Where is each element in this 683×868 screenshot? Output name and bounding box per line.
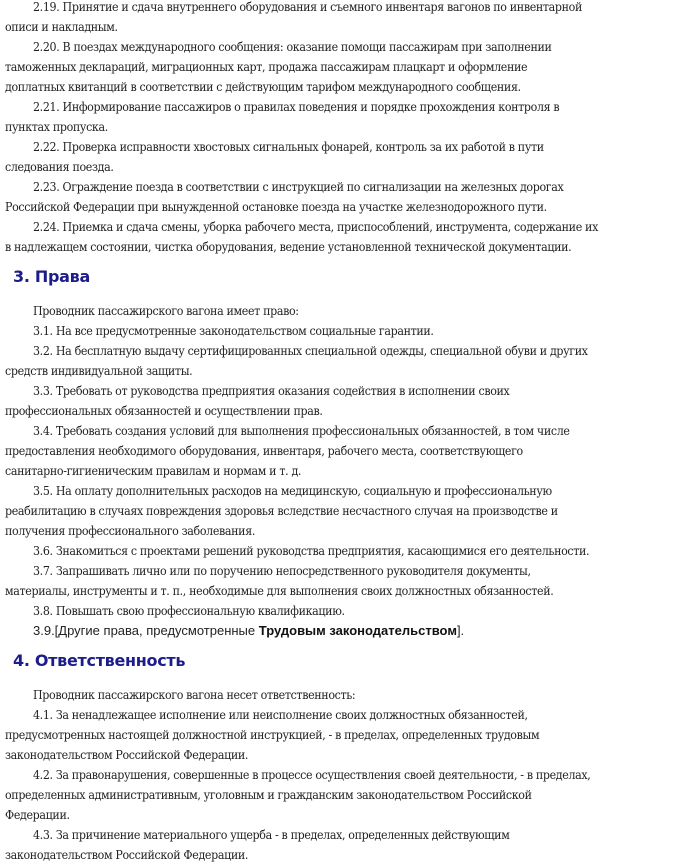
clause-3-8 [5,601,677,621]
clause-line: Федерации. [5,808,70,822]
section-heading-responsibility: 4. Ответственность [13,651,186,670]
section-3-intro [5,301,677,321]
clause-3-2 [5,341,677,381]
clause-3-1 [5,321,677,341]
labor-law-link-text: Трудовым законодательством [258,623,457,638]
clause-3-5 [5,481,677,541]
clause-3-3 [5,381,677,421]
clause-line: санитарно-гигиеническим правилам и нормам и т. д. [5,464,302,478]
clause-line: 3.4. Требовать создания условий для выполнения профессиональных обязанностей, в том числе [33,424,570,438]
clause-line: 3.1. На все предусмотренные законодательством социальные гарантии. [33,324,434,338]
clause-line: описи и накладным. [5,20,118,34]
clause-line: 4.1. За ненадлежащее исполнение или неисполнение своих должностных обязанностей, [33,708,528,722]
clause-line: законодательством Российской Федерации. [5,748,249,762]
clause-line: 2.22. Проверка исправности хвостовых сигнальных фонарей, контроль за их работой в пути [33,140,544,154]
clause-line: 4.3. За причинение материального ущерба - в пределах, определенных действующим [33,828,510,842]
clause-line: получения профессионального заболевания. [5,524,255,538]
clause-line: предусмотренных настоящей должностной инструкцией, - в пределах, определенных трудовым [5,728,540,742]
clause-line: 2.19. Принятие и сдача внутреннего оборудования и съемного инвентаря вагонов по инвентарной [33,0,583,14]
clause-line: Российской Федерации при вынужденной остановке поезда на участке железнодорожного пути. [5,200,547,214]
clause-line: в надлежащем состоянии, чистка оборудования, ведение установленной технической документации. [5,240,572,254]
intro-line: Проводник пассажирского вагона имеет право: [33,304,299,318]
clause-line: 3.2. На бесплатную выдачу сертифицированных специальной одежды, специальной обуви и других [33,344,588,358]
clause-4-2 [5,765,677,825]
clause-3-4 [5,421,677,481]
clause-line: 3.5. На оплату дополнительных расходов на медицинскую, социальную и профессиональную [33,484,552,498]
clause-line: материалы, инструменты и т. п., необходимые для выполнения своих должностных обязанностей. [5,584,554,598]
clause-line: 2.23. Ограждение поезда в соответствии с инструкцией по сигнализации на железных дорогах [33,180,564,194]
clause-4-3 [5,825,677,865]
clause-line: 2.20. В поездах международного сообщения: оказание помощи пассажирам при заполнении [33,40,552,54]
clause-3-9-prefix: 3.9.[Другие права, предусмотренные [33,623,259,638]
clause-line: 2.21. Информирование пассажиров о правилах поведения и порядке прохождения контроля в [33,100,560,114]
clause-2-22 [5,137,677,177]
clause-3-9 [5,621,677,641]
clause-3-9-suffix: ]. [456,623,465,638]
clause-line: доплатных квитанций в соответствии с действующим тарифом международного сообщения. [5,80,521,94]
clause-line: предоставления необходимого оборудования, инвентаря, рабочего места, соответствующего [5,444,523,458]
clause-line: определенных административным, уголовным и гражданским законодательством Российской [5,788,532,802]
clause-line: пунктах пропуска. [5,120,108,134]
clause-line: следования поезда. [5,160,114,174]
clause-line: 3.7. Запрашивать лично или по поручению непосредственного руководителя документы, [33,564,531,578]
clause-2-20 [5,37,677,97]
clause-2-24 [5,217,677,257]
clause-2-23 [5,177,677,217]
clause-3-7 [5,561,677,601]
clause-line: 2.24. Приемка и сдача смены, уборка рабочего места, приспособлений, инструмента, содержание их [33,220,598,234]
section-4-intro [5,685,677,705]
intro-line: Проводник пассажирского вагона несет ответственность: [33,688,356,702]
clause-3-9-line [5,621,677,641]
clause-2-21 [5,97,677,137]
clause-line: 3.3. Требовать от руководства предприятия оказания содействия в исполнении своих [33,384,510,398]
clause-line: реабилитацию в случаях повреждения здоровья вследствие несчастного случая на производстве и [5,504,558,518]
section-heading-rights: 3. Права [13,267,90,286]
clause-2-19 [5,0,677,37]
clause-line: 3.6. Знакомиться с проектами решений руководства предприятия, касающимися его деятельности. [33,544,590,558]
clause-4-1 [5,705,677,765]
clause-line: 3.8. Повышать свою профессиональную квалификацию. [33,604,345,618]
clause-line: 4.2. За правонарушения, совершенные в процессе осуществления своей деятельности, - в пределах, [33,768,591,782]
clause-3-6 [5,541,677,561]
clause-line: средств индивидуальной защиты. [5,364,193,378]
clause-line: профессиональных обязанностей и осуществлении прав. [5,404,323,418]
clause-line: таможенных деклараций, миграционных карт, продажа пассажирам плацкарт и оформление [5,60,528,74]
clause-line: законодательством Российской Федерации. [5,848,249,862]
